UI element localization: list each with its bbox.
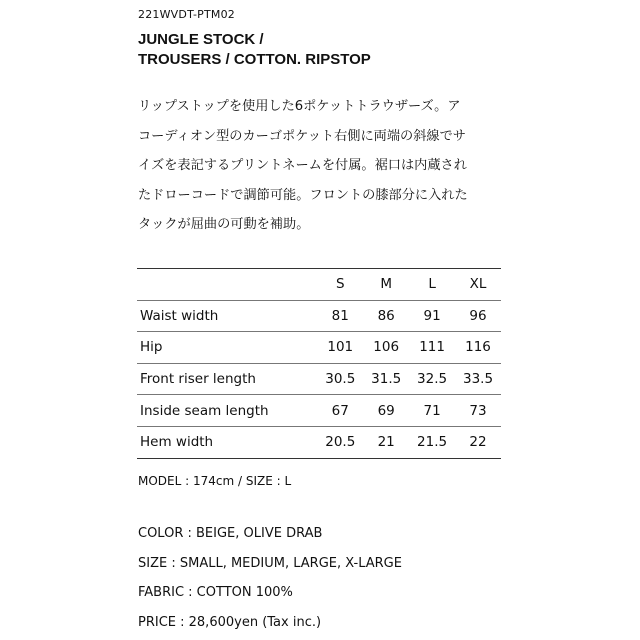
table-row [137, 332, 501, 364]
table-cell: 106 [373, 339, 400, 356]
description-line: タックが屈曲の可動を補助。 [138, 217, 310, 232]
spec-price: PRICE : 28,600yen (Tax inc.) [138, 614, 322, 630]
size-chart-table [137, 268, 501, 459]
table-cell: 33.5 [462, 371, 494, 388]
spec-size: SIZE : SMALL, MEDIUM, LARGE, X-LARGE [138, 555, 402, 571]
description-line: コーディオン型のカーゴポケット右側に両端の斜線でサ [138, 128, 466, 144]
table-cell: 21 [377, 434, 395, 451]
table-row [137, 363, 501, 395]
row-label: Hip [140, 339, 163, 356]
product-specs [138, 519, 402, 637]
spec-fabric: FABRIC : COTTON 100% [138, 585, 293, 600]
description-line: たドローコードで調節可能。フロントの膝部分に入れた [138, 187, 468, 203]
row-label: Inside seam length [140, 402, 269, 419]
product-title [138, 30, 371, 70]
product-description [138, 92, 508, 240]
header-cell-s: S [335, 276, 345, 293]
table-row [137, 426, 501, 458]
table-cell: 91 [423, 307, 441, 324]
table-row [137, 395, 501, 427]
table-cell: 101 [327, 339, 354, 356]
row-label: Front riser length [140, 371, 256, 388]
table-cell: 22 [469, 434, 487, 451]
table-cell: 81 [331, 307, 349, 324]
header-cell-xl: XL [469, 276, 487, 293]
header-cell-l: L [428, 276, 436, 293]
table-cell: 73 [469, 402, 487, 419]
row-label: Waist width [140, 307, 219, 324]
table-cell: 69 [377, 402, 395, 419]
table-cell: 21.5 [417, 434, 448, 451]
product-title-line: JUNGLE STOCK / [138, 31, 264, 48]
table-cell: 96 [469, 307, 487, 324]
table-cell: 71 [423, 402, 441, 419]
table-header-row [137, 269, 501, 301]
table-cell: 67 [331, 402, 349, 419]
table-cell: 20.5 [325, 434, 356, 451]
spec-color: COLOR : BEIGE, OLIVE DRAB [138, 526, 323, 541]
model-info: MODEL : 174cm / SIZE : L [138, 474, 292, 488]
header-cell-m: M [380, 276, 392, 293]
table-cell: 31.5 [371, 371, 402, 388]
row-label: Hem width [140, 434, 214, 451]
product-code: 221WVDT-PTM02 [138, 8, 235, 21]
table-cell: 86 [377, 307, 395, 324]
description-line: イズを表記するプリントネームを付属。裾口は内蔵され [138, 158, 467, 173]
description-line: リップストップを使用した6ポケットトラウザーズ。ア [138, 99, 461, 114]
table-cell: 111 [419, 339, 445, 356]
table-cell: 116 [465, 339, 491, 356]
product-title-line: TROUSERS / COTTON. RIPSTOP [138, 51, 371, 68]
header-cell-empty [137, 269, 317, 301]
table-cell: 30.5 [325, 371, 356, 388]
table-cell: 32.5 [417, 371, 448, 388]
table-row [137, 300, 501, 332]
